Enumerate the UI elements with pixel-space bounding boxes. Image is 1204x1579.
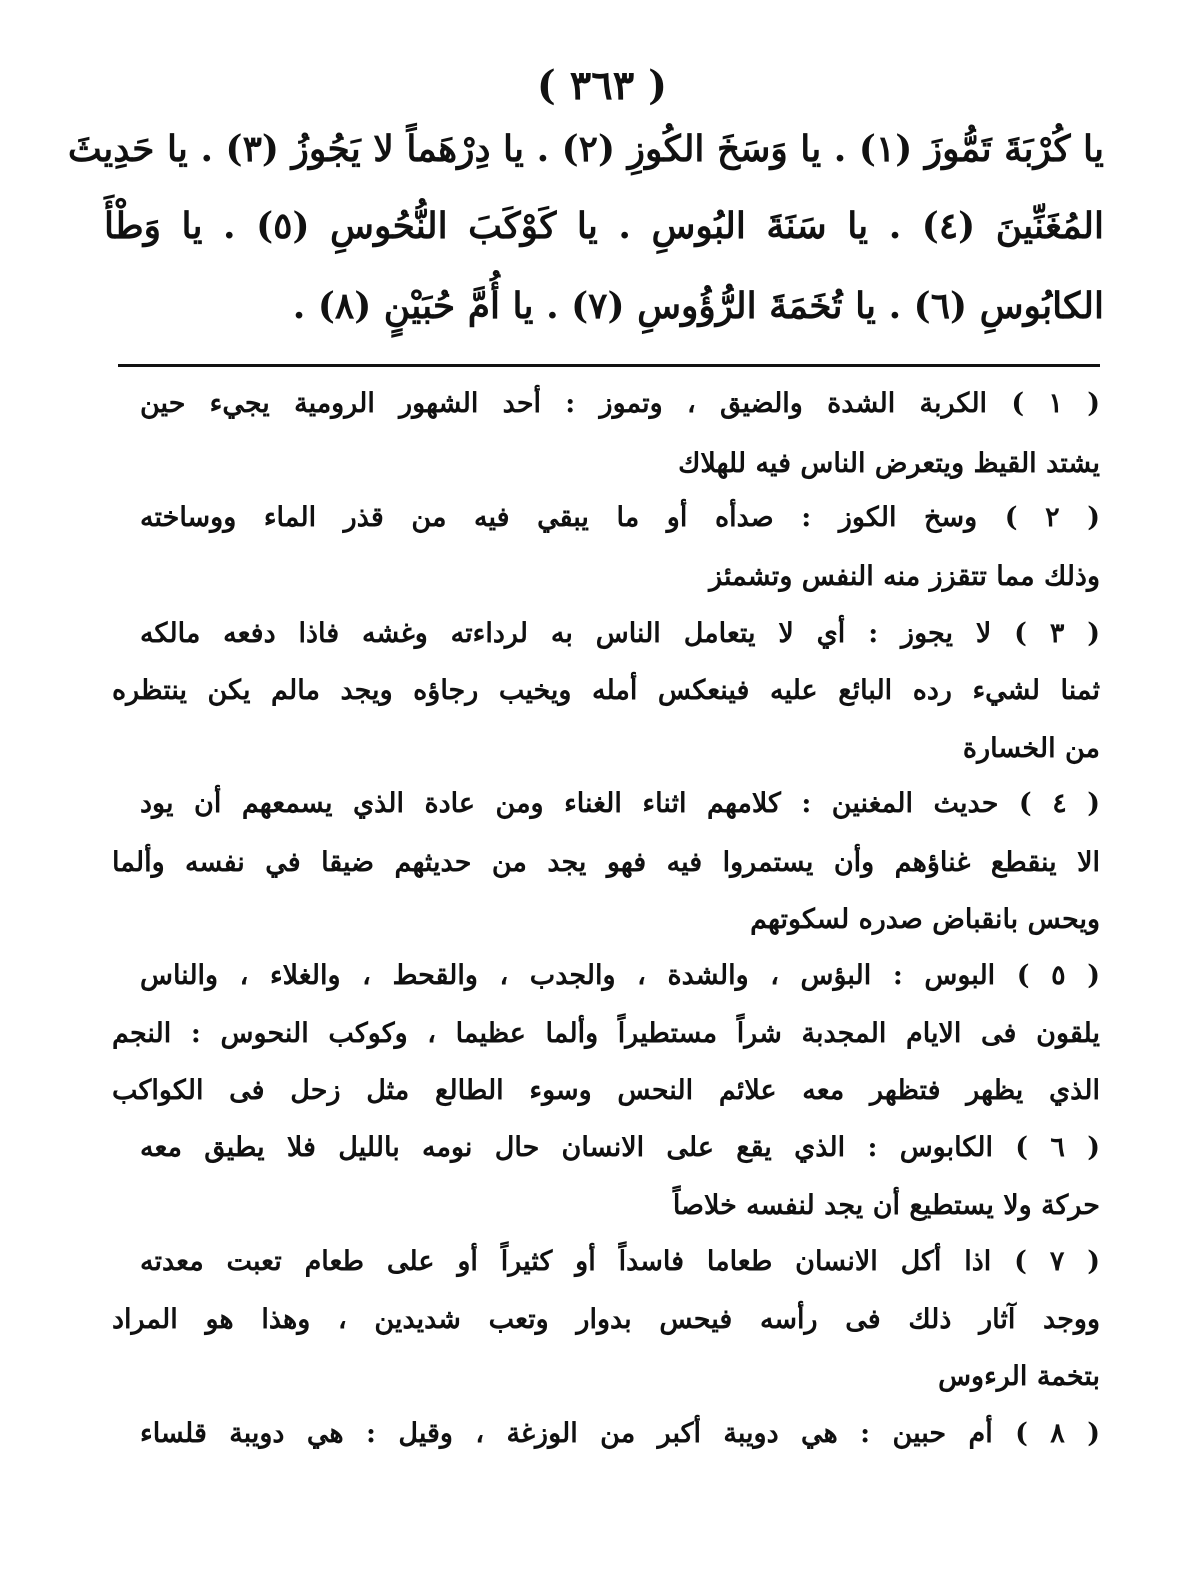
footnote-line: ( ٧ ) اذا أكل الانسان طعاما فاسداً أو كثيراً أو على طعام تعبت معدته (140, 1246, 1100, 1277)
footnote-line: الذي يظهر فتظهر معه علائم النحس وسوء الطالع مثل زحل فى الكواكب (112, 1075, 1100, 1106)
verse-line: يا كُرْبَةَ تَمُّوزَ (١) . يا وَسَخَ الكُوزِ (٢) . يا دِرْهَماً لا يَجُوزُ (٣) . يا حَدِيثَ (67, 128, 1104, 170)
footnote-line: ويحس بانقباض صدره لسكوتهم (750, 904, 1100, 935)
footnote-line: من الخسارة (962, 733, 1100, 764)
footnote-line: ( ١ ) الكربة الشدة والضيق ، وتموز : أحد الشهور الرومية يجيء حين (140, 388, 1100, 419)
footnote-line: ( ٢ ) وسخ الكوز : صدأه أو ما يبقي فيه من قذر الماء ووساخته (140, 502, 1100, 533)
footnote-line: وذلك مما تتقزز منه النفس وتشمئز (709, 561, 1100, 592)
verse-line: الكابُوسِ (٦) . يا تُخَمَةَ الرُّؤُوسِ (٧) . يا أُمَّ حُبَيْنٍ (٨) . (292, 285, 1104, 327)
section-divider (118, 364, 1100, 367)
footnote-line: ( ٣ ) لا يجوز : أي لا يتعامل الناس به لرداءته وغشه فاذا دفعه مالكه (140, 618, 1100, 649)
footnote-line: ثمنا لشيء رده البائع عليه فينعكس أمله ويخيب رجاؤه ويجد مالم يكن ينتظره (112, 675, 1100, 706)
footnote-line: ( ٤ ) حديث المغنين : كلامهم اثناء الغناء ومن عادة الذي يسمعهم أن يود (140, 788, 1100, 819)
footnote-line: يلقون فى الايام المجدبة شراً مستطيراً وألما عظيما ، وكوكب النحوس : النجم (112, 1018, 1100, 1049)
verse-line: المُغَنِّينَ (٤) . يا سَنَةَ البُوسِ . يا كَوْكَبَ النُّحُوسِ (٥) . يا وَطْأَ (104, 205, 1104, 247)
footnote-line: حركة ولا يستطيع أن يجد لنفسه خلاصاً (672, 1190, 1100, 1221)
footnote-line: بتخمة الرءوس (938, 1361, 1100, 1392)
footnote-line: ووجد آثار ذلك فى رأسه فيحس بدوار وتعب شديدين ، وهذا هو المراد (112, 1304, 1100, 1335)
footnote-line: يشتد القيظ ويتعرض الناس فيه للهلاك (678, 448, 1100, 479)
footnote-line: ( ٦ ) الكابوس : الذي يقع على الانسان حال نومه بالليل فلا يطيق معه (140, 1132, 1100, 1163)
footnote-line: ( ٨ ) أم حبين : هي دويبة أكبر من الوزغة ، وقيل : هي دويبة قلساء (140, 1418, 1100, 1449)
footnote-line: ( ٥ ) البوس : البؤس ، والشدة ، والجدب ، والقحط ، والغلاء ، والناس (140, 960, 1100, 991)
footnote-line: الا ينقطع غناؤهم وأن يستمروا فيه فهو يجد من حديثهم ضيقا في نفسه وألما (112, 847, 1100, 878)
page-number: ( ٣٦٣ ) (536, 62, 668, 109)
